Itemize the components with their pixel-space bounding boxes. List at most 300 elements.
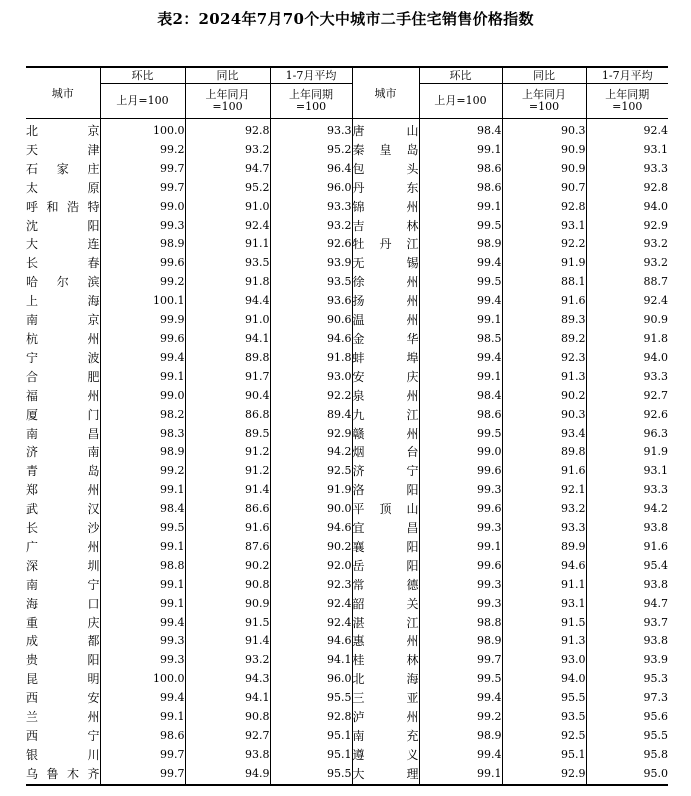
- avg-value: 92.6: [270, 235, 352, 254]
- avg-value: 90.6: [270, 311, 352, 330]
- city-name-left: [26, 632, 100, 651]
- yoy-value: 92.9: [502, 765, 586, 785]
- city-name-right: [352, 557, 419, 576]
- city-name-right: [352, 387, 419, 406]
- city-char: 庄: [87, 161, 100, 176]
- yoy-value: 92.1: [502, 481, 586, 500]
- yoy-value: 86.8: [185, 406, 270, 425]
- city-char: 都: [87, 634, 100, 649]
- city-label: [26, 368, 100, 387]
- city-label: [26, 576, 100, 595]
- city-label: [26, 443, 100, 462]
- city-label: [353, 235, 419, 254]
- city-label: [353, 179, 419, 198]
- city-label: [353, 122, 419, 141]
- city-char: 襄: [352, 539, 365, 554]
- mom-value: 99.4: [100, 614, 185, 633]
- yoy-value: 91.9: [502, 254, 586, 273]
- city-char: 三: [352, 691, 365, 706]
- mom-value: 99.1: [100, 538, 185, 557]
- city-char: 锡: [406, 256, 419, 271]
- yoy-value: 90.3: [502, 406, 586, 425]
- mom-value: 99.3: [100, 217, 185, 236]
- city-name-right: [352, 595, 419, 614]
- mom-sub-header-left: 上月=100: [100, 84, 185, 119]
- city-char: 韶: [352, 596, 365, 611]
- yoy-value: 93.2: [185, 651, 270, 670]
- avg-value: 92.0: [270, 557, 352, 576]
- mom-value: 99.5: [419, 670, 502, 689]
- city-name-right: [352, 198, 419, 217]
- city-label: [26, 160, 100, 179]
- yoy-value: 94.3: [185, 670, 270, 689]
- yoy-value: 92.8: [502, 198, 586, 217]
- city-name-left: [26, 557, 100, 576]
- city-char: 深: [26, 558, 39, 573]
- mom-value: 99.9: [100, 311, 185, 330]
- yoy-value: 91.0: [185, 311, 270, 330]
- city-char: 银: [26, 747, 39, 762]
- city-name-left: [26, 481, 100, 500]
- avg-value: 93.8: [643, 577, 668, 591]
- city-char: 呼: [26, 199, 39, 214]
- mom-value: 99.2: [100, 141, 185, 160]
- city-char: 济: [26, 445, 39, 460]
- mom-value: 99.7: [100, 160, 185, 179]
- avg-value: 95.1: [270, 727, 352, 746]
- table-row: [26, 651, 668, 670]
- yoy-value: 91.3: [502, 368, 586, 387]
- table-row: [26, 425, 668, 444]
- city-char: 阳: [87, 218, 100, 233]
- yoy-value: 86.6: [185, 500, 270, 519]
- yoy-value: 91.1: [502, 576, 586, 595]
- city-label: [353, 462, 419, 481]
- city-name-left: [26, 387, 100, 406]
- table-row: [26, 519, 668, 538]
- city-char: 平: [352, 502, 365, 517]
- city-label: [353, 273, 419, 292]
- yoy-value: 91.6: [502, 292, 586, 311]
- city-name-left: [26, 311, 100, 330]
- table-row: [26, 689, 668, 708]
- city-char: 亚: [406, 691, 419, 706]
- city-label: [26, 727, 100, 746]
- city-name-right: [352, 179, 419, 198]
- city-label: [353, 670, 419, 689]
- table-row: [26, 235, 668, 254]
- avg-value: 92.6: [643, 407, 668, 421]
- avg-sub-header-right: 上年同期 =100: [605, 88, 650, 113]
- city-char: 岳: [352, 558, 365, 573]
- city-char: 京: [87, 313, 100, 328]
- table-title: 表2：2024年7月70个大中城市二手住宅销售价格指数: [157, 10, 534, 28]
- avg-value: 92.4: [270, 595, 352, 614]
- table-row: [26, 141, 668, 160]
- mom-value: 99.7: [100, 179, 185, 198]
- table-row: [26, 292, 668, 311]
- city-char: 家: [56, 161, 69, 176]
- avg-value: 95.5: [643, 729, 668, 742]
- avg-value: 93.3: [270, 198, 352, 217]
- city-name-left: [26, 406, 100, 425]
- avg-value: 95.5: [270, 765, 352, 785]
- yoy-value: 93.2: [185, 141, 270, 160]
- city-label: [26, 708, 100, 727]
- city-label: [26, 670, 100, 689]
- city-char: 九: [352, 407, 365, 422]
- city-name-right: [352, 254, 419, 273]
- city-name-right: [352, 119, 419, 141]
- city-char: 庆: [406, 369, 419, 384]
- yoy-value: 91.0: [185, 198, 270, 217]
- table-row: [26, 557, 668, 576]
- mom-value: 99.4: [100, 349, 185, 368]
- avg-value: 93.0: [270, 368, 352, 387]
- city-name-right: [352, 651, 419, 670]
- city-label: [353, 765, 419, 784]
- mom-value: 98.6: [419, 179, 502, 198]
- city-char: 德: [406, 577, 419, 592]
- yoy-value: 91.3: [502, 632, 586, 651]
- city-label: [26, 406, 100, 425]
- avg-value: 92.2: [270, 387, 352, 406]
- price-index-table: [26, 66, 668, 786]
- mom-value: 98.5: [419, 330, 502, 349]
- city-char: 口: [87, 596, 100, 611]
- city-label: [26, 273, 100, 292]
- avg-value: 92.7: [643, 388, 668, 402]
- city-name-left: [26, 727, 100, 746]
- city-name-right: [352, 349, 419, 368]
- avg-value: 90.2: [270, 538, 352, 557]
- avg-value: 93.2: [643, 256, 668, 270]
- avg-value: 95.4: [643, 558, 668, 572]
- city-char: 宁: [87, 729, 100, 743]
- city-label: [26, 198, 100, 217]
- city-char: 州: [406, 634, 419, 649]
- city-char: 江: [406, 407, 419, 422]
- city-char: 州: [406, 388, 419, 403]
- mom-value: 99.1: [100, 708, 185, 727]
- avg-sub-header-left: 上年同期 =100: [270, 84, 352, 119]
- city-char: 包: [352, 161, 365, 176]
- city-char: 赣: [352, 426, 365, 441]
- mom-value: 100.0: [100, 670, 185, 689]
- avg-value: 93.3: [270, 119, 352, 141]
- city-char: 郑: [26, 483, 39, 498]
- city-char: 州: [406, 710, 419, 725]
- city-char: 浩: [66, 199, 79, 214]
- avg-value: 94.7: [643, 596, 668, 610]
- yoy-value: 94.4: [185, 292, 270, 311]
- city-char: 宁: [406, 464, 419, 479]
- yoy-sub-header-left: 上年同月 =100: [185, 84, 270, 119]
- avg-value: 94.6: [270, 330, 352, 349]
- yoy-value: 92.5: [502, 727, 586, 746]
- mom-value: 99.4: [419, 349, 502, 368]
- mom-value: 99.1: [100, 576, 185, 595]
- city-char: 贵: [26, 653, 39, 668]
- mom-value: 99.2: [100, 273, 185, 292]
- city-char: 南: [26, 313, 39, 328]
- city-char: 华: [406, 331, 419, 346]
- city-name-right: [352, 235, 419, 254]
- mom-value: 98.6: [419, 160, 502, 179]
- city-char: 石: [26, 161, 39, 176]
- city-char: 京: [87, 124, 100, 138]
- city-name-left: [26, 651, 100, 670]
- city-label: [353, 614, 419, 633]
- city-char: 唐: [352, 124, 365, 138]
- city-name-right: [352, 632, 419, 651]
- yoy-value: 92.8: [185, 119, 270, 141]
- city-char: 惠: [352, 634, 365, 649]
- city-char: 州: [87, 331, 100, 346]
- city-char: 明: [87, 672, 100, 687]
- city-label: [353, 651, 419, 670]
- city-char: 成: [26, 634, 39, 649]
- city-name-right: [352, 217, 419, 236]
- avg-value: 96.0: [270, 179, 352, 198]
- city-char: 川: [87, 747, 100, 762]
- avg-value: 95.3: [643, 672, 668, 686]
- table-row: [26, 595, 668, 614]
- city-name-left: [26, 349, 100, 368]
- mom-value: 99.1: [419, 311, 502, 330]
- avg-value: 91.8: [270, 349, 352, 368]
- city-label: [26, 387, 100, 406]
- avg-value: 93.8: [643, 521, 668, 535]
- yoy-value: 90.2: [502, 387, 586, 406]
- table-row: [26, 481, 668, 500]
- avg-value: 95.2: [270, 141, 352, 160]
- mom-header-left: 环比: [100, 67, 185, 84]
- city-label: [26, 311, 100, 330]
- yoy-value: 90.7: [502, 179, 586, 198]
- city-char: 鲁: [46, 766, 59, 781]
- city-label: [353, 425, 419, 444]
- avg-value: 93.9: [270, 254, 352, 273]
- mom-value: 99.3: [419, 519, 502, 538]
- yoy-value: 93.8: [185, 746, 270, 765]
- yoy-value: 94.0: [502, 670, 586, 689]
- city-label: [353, 443, 419, 462]
- city-label: [26, 292, 100, 311]
- city-name-left: [26, 689, 100, 708]
- city-name-right: [352, 500, 419, 519]
- avg-header-left: 1-7月平均: [270, 67, 352, 84]
- city-char: 广: [26, 539, 39, 554]
- city-char: 昌: [87, 426, 100, 441]
- city-char: 太: [26, 180, 39, 195]
- city-name-right: [352, 462, 419, 481]
- table-row: [26, 217, 668, 236]
- city-name-left: [26, 595, 100, 614]
- yoy-value: 93.0: [502, 651, 586, 670]
- city-label: [353, 330, 419, 349]
- city-char: 遵: [352, 747, 365, 762]
- table-row: [26, 708, 668, 727]
- city-label: [26, 141, 100, 160]
- city-name-right: [352, 141, 419, 160]
- yoy-value: 94.9: [185, 765, 270, 785]
- mom-value: 99.1: [419, 765, 502, 785]
- city-name-left: [26, 425, 100, 444]
- table-row: [26, 349, 668, 368]
- table-header: [26, 67, 668, 119]
- city-label: [26, 538, 100, 557]
- city-char: 安: [87, 691, 100, 706]
- table-row: [26, 119, 668, 141]
- city-name-left: [26, 273, 100, 292]
- city-header-left: 城市: [26, 67, 100, 119]
- city-header-right: 城市: [352, 67, 419, 119]
- table-row: [26, 443, 668, 462]
- city-char: 台: [406, 445, 419, 460]
- city-label: [353, 538, 419, 557]
- yoy-value: 90.4: [185, 387, 270, 406]
- yoy-value: 91.8: [185, 273, 270, 292]
- mom-sub-header-right: 上月=100: [419, 84, 502, 119]
- city-char: 州: [87, 483, 100, 498]
- table-row: [26, 368, 668, 387]
- city-label: [26, 349, 100, 368]
- city-char: 江: [406, 615, 419, 630]
- table-row: [26, 727, 668, 746]
- city-name-left: [26, 179, 100, 198]
- city-char: 安: [352, 369, 365, 384]
- mom-value: 99.5: [419, 217, 502, 236]
- mom-value: 98.4: [419, 387, 502, 406]
- city-label: [353, 481, 419, 500]
- avg-value: 92.3: [270, 576, 352, 595]
- city-char: 连: [87, 237, 100, 252]
- yoy-value: 93.3: [502, 519, 586, 538]
- yoy-value: 90.8: [185, 576, 270, 595]
- yoy-value: 95.5: [502, 689, 586, 708]
- city-label: [26, 632, 100, 651]
- city-char: 春: [87, 256, 100, 271]
- yoy-value: 89.8: [185, 349, 270, 368]
- yoy-value: 91.5: [502, 614, 586, 633]
- yoy-value: 93.2: [502, 500, 586, 519]
- mom-value: 99.2: [100, 462, 185, 481]
- yoy-value: 95.1: [502, 746, 586, 765]
- table-row: [26, 765, 668, 785]
- city-name-left: [26, 765, 100, 785]
- yoy-value: 91.6: [185, 519, 270, 538]
- table-body: [26, 119, 668, 785]
- avg-value: 94.1: [270, 651, 352, 670]
- city-char: 林: [406, 218, 419, 233]
- yoy-value: 89.9: [502, 538, 586, 557]
- avg-value: 93.9: [643, 653, 668, 667]
- avg-value: 88.7: [643, 275, 668, 289]
- city-char: 州: [406, 275, 419, 290]
- mom-value: 99.3: [100, 632, 185, 651]
- city-name-left: [26, 576, 100, 595]
- table-row: [26, 179, 668, 198]
- avg-value: 93.3: [643, 161, 668, 175]
- city-name-right: [352, 292, 419, 311]
- city-name-right: [352, 689, 419, 708]
- mom-value: 98.8: [419, 614, 502, 633]
- mom-value: 99.1: [100, 481, 185, 500]
- city-name-right: [352, 481, 419, 500]
- city-char: 牡: [352, 237, 365, 252]
- city-name-right: [352, 614, 419, 633]
- city-char: 山: [406, 502, 419, 517]
- city-name-left: [26, 292, 100, 311]
- city-char: 青: [26, 464, 39, 479]
- city-char: 北: [352, 672, 365, 687]
- mom-value: 99.4: [100, 689, 185, 708]
- avg-value: 92.8: [643, 180, 668, 194]
- city-label: [353, 141, 419, 160]
- city-label: [26, 217, 100, 236]
- city-char: 大: [26, 237, 39, 252]
- yoy-value: 93.5: [185, 254, 270, 273]
- city-name-right: [352, 330, 419, 349]
- mom-value: 98.9: [419, 632, 502, 651]
- table-row: [26, 311, 668, 330]
- mom-value: 99.7: [419, 651, 502, 670]
- city-char: 西: [26, 729, 39, 743]
- city-char: 州: [87, 388, 100, 403]
- city-char: 昌: [406, 521, 419, 536]
- city-char: 武: [26, 502, 39, 517]
- mom-value: 99.4: [419, 689, 502, 708]
- city-char: 尔: [56, 275, 69, 290]
- yoy-value: 89.2: [502, 330, 586, 349]
- city-name-right: [352, 576, 419, 595]
- avg-value: 91.6: [643, 539, 668, 553]
- city-char: 滨: [87, 275, 100, 290]
- city-char: 厦: [26, 407, 39, 422]
- avg-header-right: 1-7月平均: [586, 67, 668, 84]
- city-label: [353, 595, 419, 614]
- mom-value: 99.5: [419, 425, 502, 444]
- yoy-value: 90.8: [185, 708, 270, 727]
- avg-value: 95.5: [270, 689, 352, 708]
- city-name-left: [26, 368, 100, 387]
- city-char: 长: [26, 256, 39, 271]
- mom-value: 100.1: [100, 292, 185, 311]
- city-char: 义: [406, 747, 419, 762]
- city-name-right: [352, 368, 419, 387]
- mom-value: 99.3: [100, 651, 185, 670]
- city-label: [353, 746, 419, 765]
- city-char: 顶: [379, 502, 392, 517]
- city-char: 宁: [87, 577, 100, 592]
- city-char: 丹: [379, 237, 392, 252]
- city-char: 木: [66, 766, 79, 781]
- table-row: [26, 538, 668, 557]
- city-label: [26, 462, 100, 481]
- city-name-left: [26, 330, 100, 349]
- city-char: 烟: [352, 445, 365, 460]
- city-name-right: [352, 765, 419, 785]
- city-label: [353, 500, 419, 519]
- avg-value: 91.8: [643, 331, 668, 345]
- city-name-left: [26, 708, 100, 727]
- city-label: [353, 519, 419, 538]
- yoy-value: 91.4: [185, 481, 270, 500]
- avg-value: 97.3: [643, 691, 668, 705]
- city-char: 福: [26, 388, 39, 403]
- city-char: 桂: [352, 653, 365, 668]
